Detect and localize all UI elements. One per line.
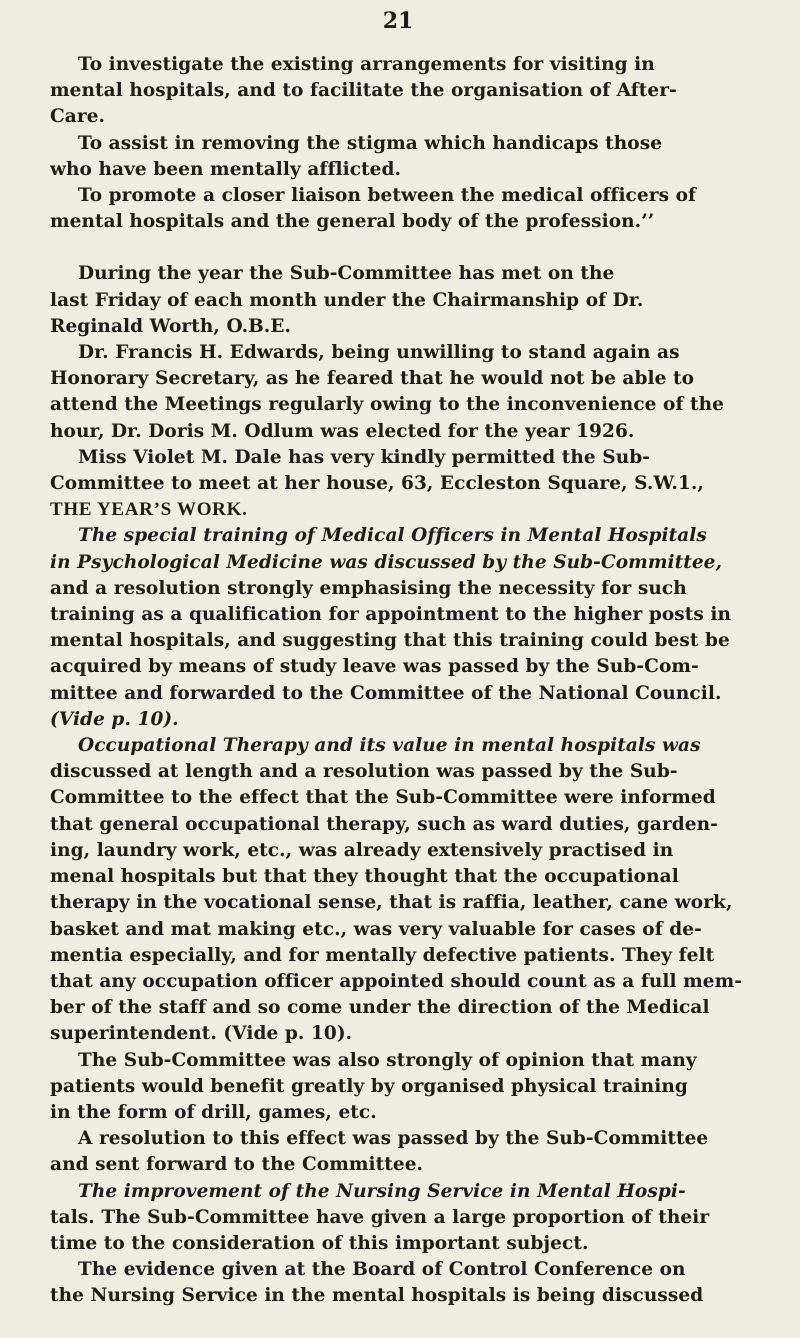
text-line: mental hospitals and the general body of the profession.’’ bbox=[50, 211, 655, 233]
document-body bbox=[50, 52, 775, 1310]
text-line: Dr. Francis H. Edwards, being unwilling to stand again as bbox=[78, 342, 680, 364]
text-line: last Friday of each month under the Chairmanship of Dr. bbox=[50, 289, 644, 311]
text-line: training as a qualification for appointment to the higher posts in bbox=[50, 604, 732, 626]
text-line: tals. The Sub-Committee have given a large proportion of their bbox=[50, 1206, 710, 1228]
text-line: (Vide p. 10). bbox=[50, 708, 179, 730]
text-line: patients would benefit greatly by organised physical training bbox=[50, 1075, 688, 1097]
text-line: the Nursing Service in the mental hospitals is being discussed bbox=[50, 1285, 704, 1307]
text-line: hour, Dr. Doris M. Odlum was elected for the year 1926. bbox=[50, 420, 635, 442]
text-line: The improvement of the Nursing Service in Mental Hospi- bbox=[78, 1180, 686, 1202]
page-number: 21 bbox=[382, 8, 414, 34]
text-line: Care. bbox=[50, 106, 106, 128]
text-line: that general occupational therapy, such as ward duties, garden- bbox=[50, 813, 718, 835]
text-line: who have been mentally afflicted. bbox=[50, 158, 402, 180]
text-line: basket and mat making etc., was very valuable for cases of de- bbox=[50, 918, 702, 940]
text-line: and a resolution strongly emphasising the necessity for such bbox=[50, 577, 687, 599]
text-line: ber of the staff and so come under the direction of the Medical bbox=[50, 997, 710, 1019]
text-line: discussed at length and a resolution was passed by the Sub- bbox=[50, 761, 678, 783]
text-line: and sent forward to the Committee. bbox=[50, 1154, 424, 1176]
text-line: During the year the Sub-Committee has met on the bbox=[78, 263, 615, 285]
text-line: therapy in the vocational sense, that is raffia, leather, cane work, bbox=[50, 892, 733, 914]
text-line: menal hospitals but that they thought that the occupational bbox=[50, 866, 679, 888]
text-line: Honorary Secretary, as he feared that he would not be able to bbox=[50, 368, 695, 390]
text-line: A resolution to this effect was passed by the Sub-Committee bbox=[78, 1128, 709, 1150]
text-line: mittee and forwarded to the Committee of the National Council. bbox=[50, 682, 722, 704]
text-line: superintendent. (Vide p. 10). bbox=[50, 1023, 353, 1045]
text-line: To investigate the existing arrangements for visiting in bbox=[78, 54, 655, 75]
text-line: Miss Violet M. Dale has very kindly permitted the Sub- bbox=[78, 446, 651, 468]
text-line: Reginald Worth, O.B.E. bbox=[50, 315, 292, 337]
paragraph-spacer bbox=[50, 235, 775, 261]
text-line: To assist in removing the stigma which handicaps those bbox=[78, 132, 663, 154]
text-line: Occupational Therapy and its value in mental hospitals was bbox=[78, 735, 701, 757]
text-line: ing, laundry work, etc., was already extensively practised in bbox=[50, 839, 674, 861]
section-heading: THE YEAR’S WORK. bbox=[50, 499, 248, 521]
text-line: mental hospitals, and to facilitate the organisation of After- bbox=[50, 80, 677, 102]
text-line: To promote a closer liaison between the medical officers of bbox=[78, 185, 697, 207]
text-line: time to the consideration of this important subject. bbox=[50, 1232, 589, 1254]
text-line: acquired by means of study leave was passed by the Sub-Com- bbox=[50, 656, 699, 678]
text-line: Committee to meet at her house, 63, Eccleston Square, S.W.1., bbox=[50, 473, 704, 495]
text-line: The Sub-Committee was also strongly of opinion that many bbox=[78, 1049, 697, 1071]
text-line: The special training of Medical Officers in Mental Hospitals bbox=[78, 525, 707, 547]
text-line: attend the Meetings regularly owing to the inconvenience of the bbox=[50, 394, 725, 416]
text-line: in the form of drill, games, etc. bbox=[50, 1101, 377, 1123]
text-line: Committee to the effect that the Sub-Committee were informed bbox=[50, 787, 716, 809]
text-line: that any occupation officer appointed should count as a full mem- bbox=[50, 970, 743, 992]
text-line: in Psychological Medicine was discussed by the Sub-Committee, bbox=[50, 551, 723, 573]
text-line: The evidence given at the Board of Control Conference on bbox=[78, 1259, 686, 1281]
text-line: mental hospitals, and suggesting that this training could best be bbox=[50, 630, 730, 652]
text-line: mentia especially, and for mentally defective patients. They felt bbox=[50, 944, 715, 966]
